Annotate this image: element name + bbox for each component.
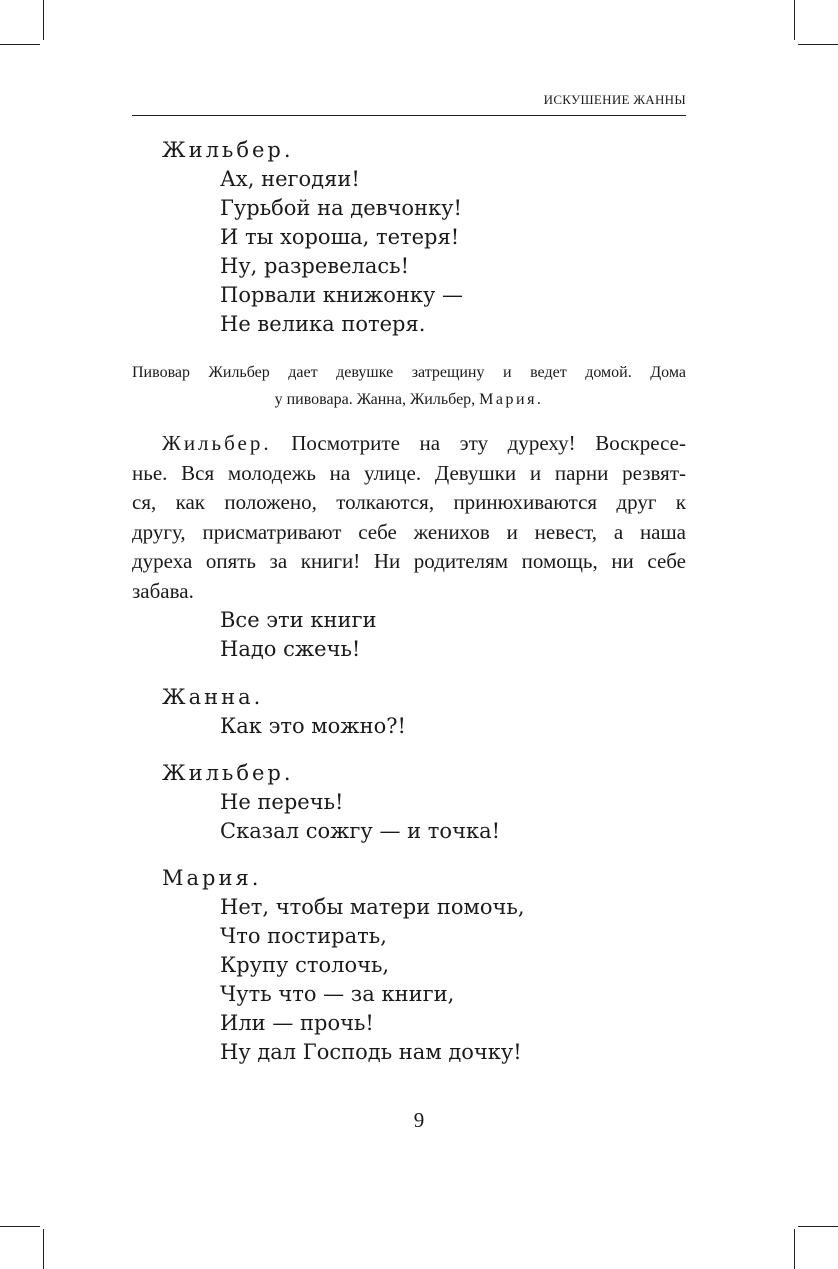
- prose-line: [132, 429, 686, 459]
- stage-direction-line: [132, 386, 686, 413]
- verse-line: Все эти книги: [220, 608, 377, 632]
- crop-mark: [794, 0, 795, 40]
- speaker-name: Мария.: [162, 866, 262, 890]
- verse-line: Нет, чтобы матери помочь,: [220, 895, 525, 919]
- verse-line: Сказал сожгу — и точка!: [220, 819, 501, 843]
- verse-line: Или — прочь!: [220, 1011, 374, 1035]
- stage-direction: [132, 359, 686, 413]
- crop-mark: [794, 1229, 795, 1269]
- stage-direction-line: Пивовар Жильбер дает девушке затрещину и ведет домой. Дома: [132, 364, 686, 381]
- running-header: ИСКУШЕНИЕ ЖАННЫ: [543, 92, 686, 107]
- speaker-name: Жильбер.: [162, 431, 272, 455]
- stage-direction-text: у пивовара. Жанна, Жильбер,: [274, 391, 480, 408]
- verse-line: Гурьбой на девчонку!: [220, 196, 462, 220]
- verse-line: Порвали книжонку —: [220, 283, 463, 307]
- prose-line: другу, присматривают себе женихов и невест, а наша: [132, 519, 686, 544]
- verse-line: Как это можно?!: [220, 714, 406, 738]
- verse-line: Крупу столочь,: [220, 953, 390, 977]
- prose-line: забава.: [132, 578, 194, 603]
- verse-line: Не перечь!: [220, 790, 344, 814]
- crop-mark: [798, 1226, 838, 1227]
- verse-line: Ну, разревелась!: [220, 254, 410, 278]
- crop-mark: [0, 44, 40, 45]
- page-number: 9: [413, 1108, 425, 1132]
- verse-line: И ты хороша, тетеря!: [220, 225, 460, 249]
- prose-line: нье. Вся молодежь на улице. Девушки и парни резвят-: [132, 460, 686, 485]
- speaker-name: Жанна.: [162, 685, 264, 709]
- verse-line: Ну дал Господь нам дочку!: [220, 1040, 522, 1064]
- prose-paragraph: [132, 429, 686, 606]
- header-rule: [132, 115, 686, 116]
- verse-line: Надо сжечь!: [220, 637, 361, 661]
- verse-line: Ах, негодяи!: [220, 167, 360, 191]
- prose-line: ся, как положено, толкаются, принюхиваются друг к: [132, 490, 686, 514]
- speaker-name: Жильбер.: [162, 761, 294, 785]
- crop-mark: [43, 0, 44, 40]
- verse-line: Не велика потеря.: [220, 312, 426, 336]
- prose-text: Посмотрите на эту дуреху! Воскресе-: [271, 431, 686, 455]
- verse-line: Что постирать,: [220, 924, 387, 948]
- speaker-name: Жильбер.: [162, 138, 294, 162]
- crop-mark: [0, 1226, 40, 1227]
- crop-mark: [798, 44, 838, 45]
- prose-line: дуреха опять за книги! Ни родителям помощь, ни себе: [132, 549, 686, 573]
- stage-direction-character: Мария.: [479, 391, 544, 408]
- crop-mark: [43, 1229, 44, 1269]
- verse-line: Чуть что — за книги,: [220, 982, 455, 1006]
